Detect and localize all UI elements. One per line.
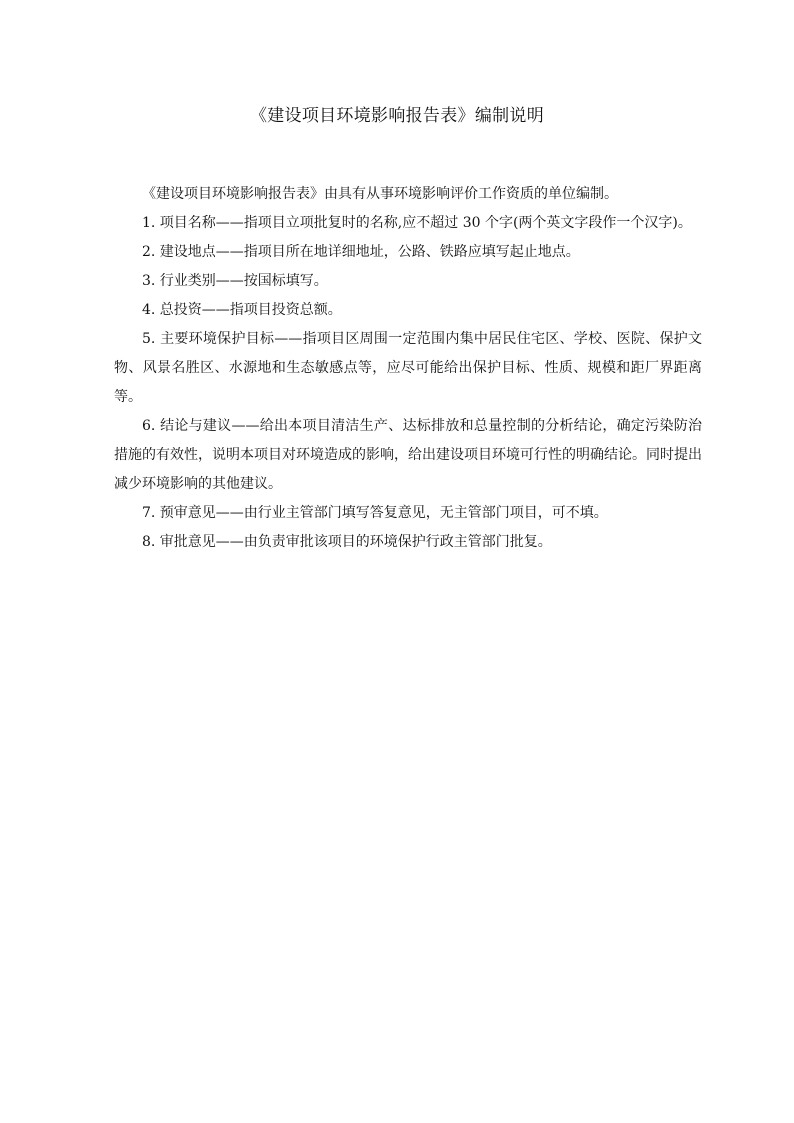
item-preliminary-review: 7. 预审意见——由行业主管部门填写答复意见，无主管部门项目，可不填。 — [142, 505, 608, 521]
item-project-name: 1. 项目名称——指项目立项批复时的名称,应不超过 30 个字(两个英文字段作一个汉字)。 — [142, 215, 692, 231]
document-body — [114, 180, 702, 557]
item-conclusions: 6. 结论与建议——给出本项目清洁生产、达标排放和总量控制的分析结论，确定污染防治措施的有效性，说明本项目对环境造成的影响，给出建设项目环境可行性的明确结论。同时提出减少环境影响的其他建议。 — [114, 418, 702, 492]
document-title: 《建设项目环境影响报告表》编制说明 — [249, 106, 545, 126]
item-industry-category: 3. 行业类别——按国标填写。 — [142, 273, 328, 289]
intro-paragraph: 《建设项目环境影响报告表》由具有从事环境影响评价工作资质的单位编制。 — [142, 186, 618, 202]
item-protection-targets: 5. 主要环境保护目标——指项目区周围一定范围内集中居民住宅区、学校、医院、保护文物、风景名胜区、水源地和生态敏感点等，应尽可能给出保护目标、性质、规模和距厂界距离等。 — [114, 331, 702, 405]
item-construction-site: 2. 建设地点——指项目所在地详细地址，公路、铁路应填写起止地点。 — [142, 244, 580, 260]
item-approval-opinion: 8. 审批意见——由负责审批该项目的环境保护行政主管部门批复。 — [142, 534, 552, 550]
item-total-investment: 4. 总投资——指项目投资总额。 — [142, 302, 342, 318]
